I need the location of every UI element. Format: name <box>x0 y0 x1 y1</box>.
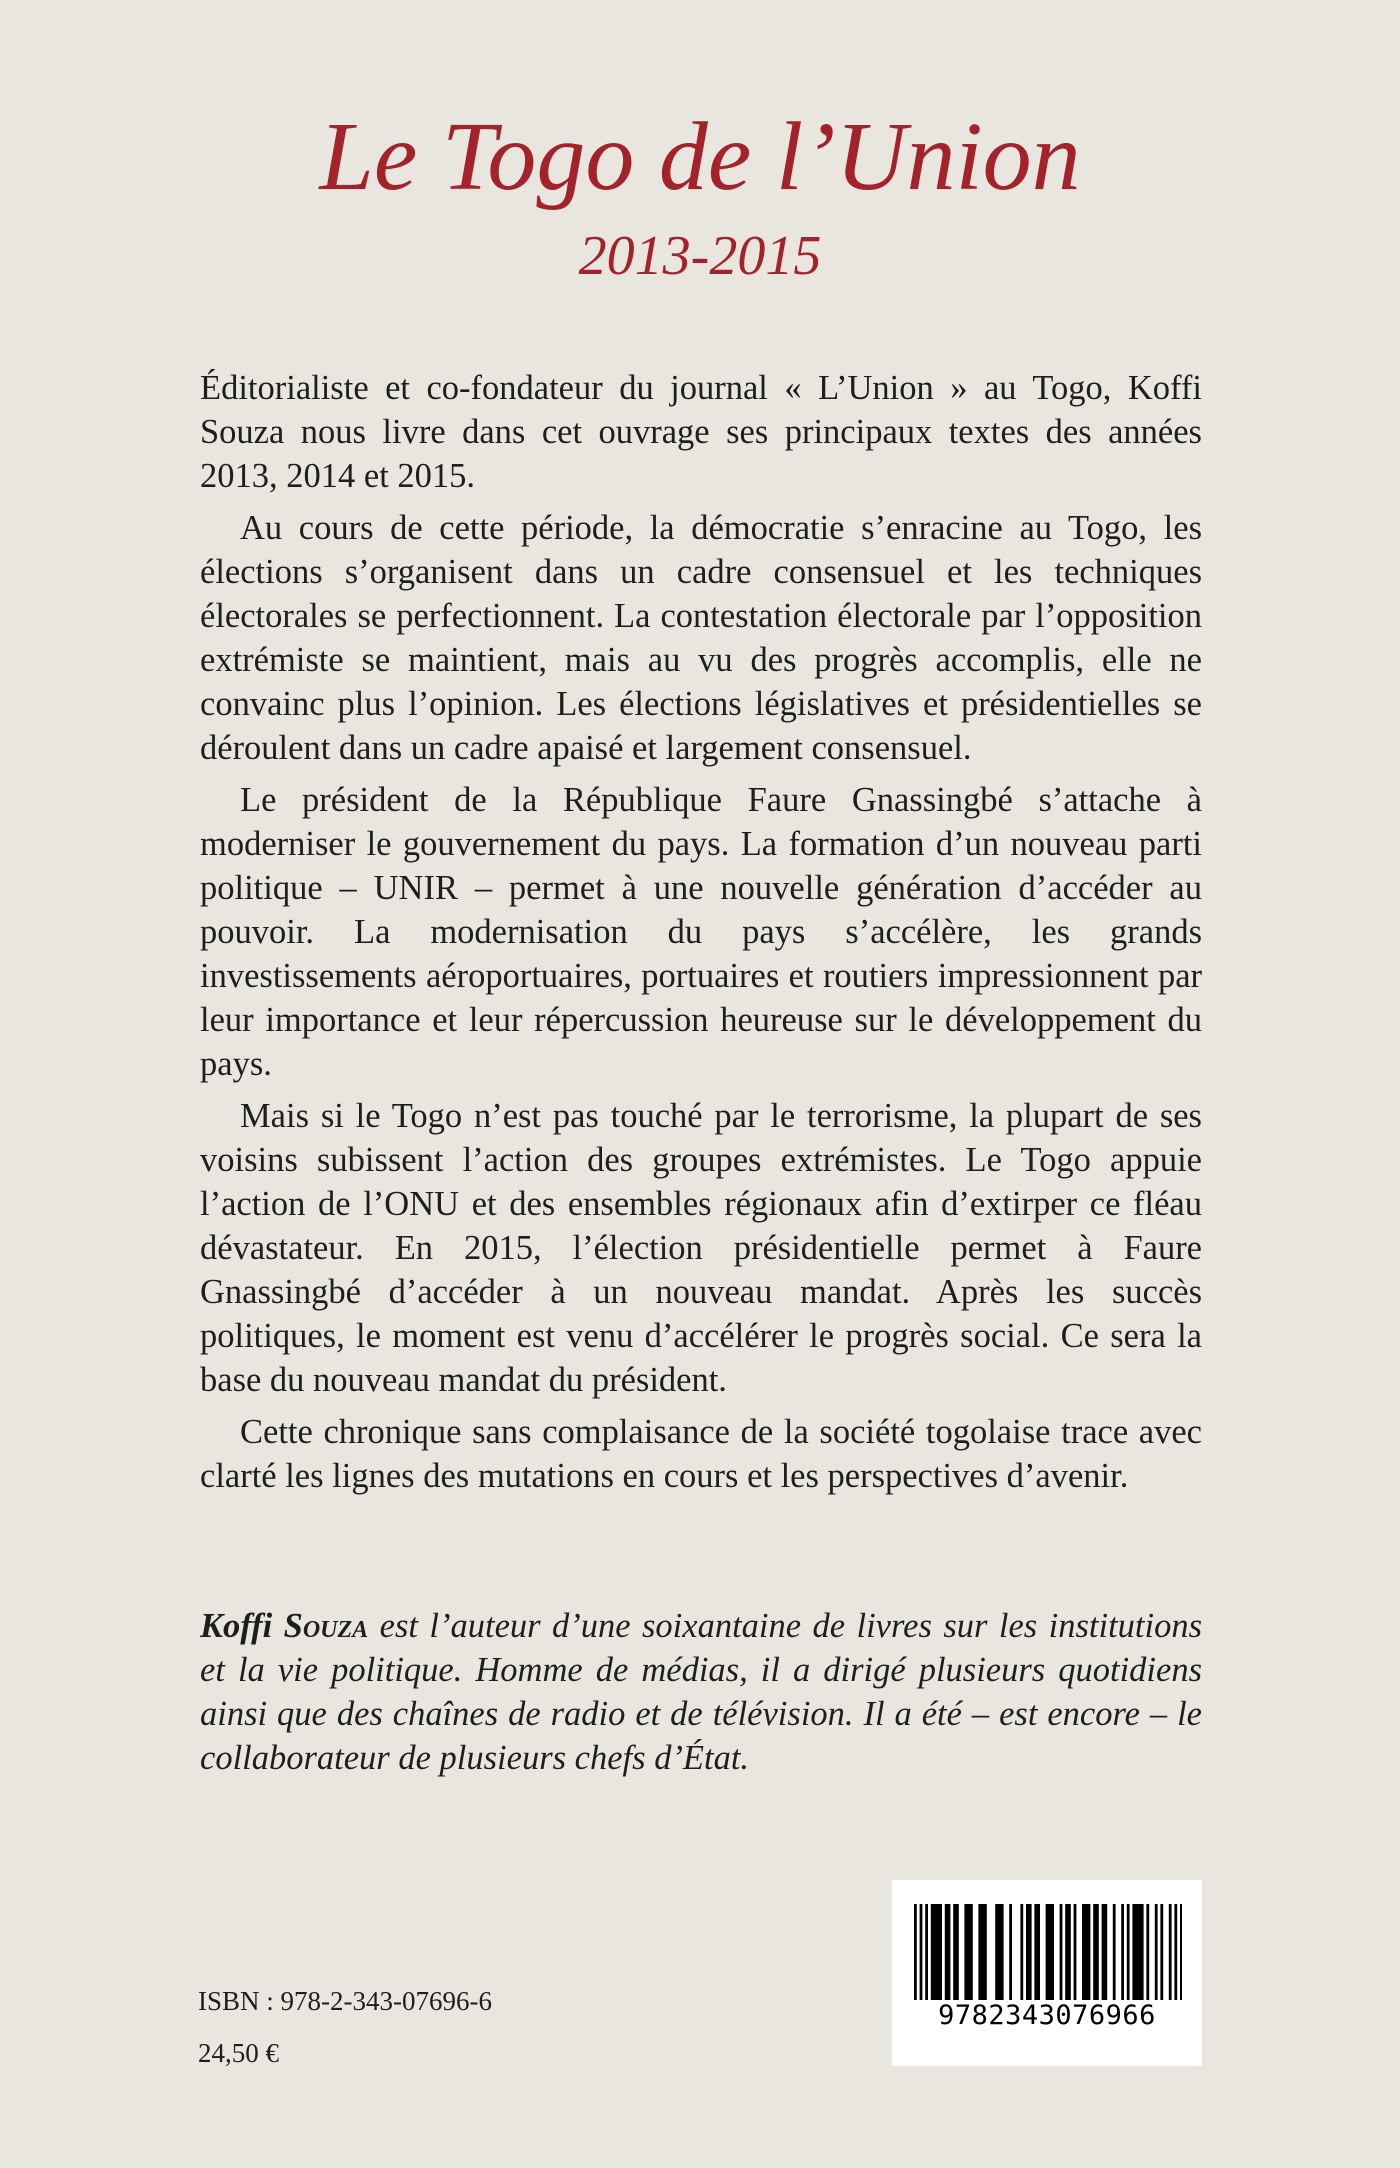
barcode-bar <box>1127 1904 1130 2000</box>
barcode-bar <box>1093 1904 1099 2000</box>
barcode-bar <box>1009 1904 1012 2000</box>
barcode-bar <box>1060 1904 1063 2000</box>
paragraph-conclusion: Cette chronique sans complaisance de la société togolaise trace avec clarté les lignes des mutations en cours et les perspectives d’avenir. <box>200 1413 1202 1495</box>
barcode-bar <box>925 1904 928 2000</box>
barcode-bar <box>1169 1904 1172 2000</box>
barcode-bar <box>920 1904 923 2000</box>
book-subtitle-years: 2013-2015 <box>578 225 822 287</box>
barcode-bar <box>1132 1904 1143 2000</box>
price: 24,50 € <box>198 2038 279 2068</box>
author-bio-text: est l’auteur d’une soixantaine de livres sur les institutions et la vie politique. Homme de médias, il a dirigé plusieurs quotidiens ainsi que des chaînes de radio et de télévision. Il a été – est encore – le collaborateur de plusieurs chefs d’État. <box>200 1607 1203 1777</box>
author-bio <box>200 1604 1202 1780</box>
barcode-bar <box>1174 1904 1177 2000</box>
barcode-bar <box>964 1904 972 2000</box>
barcode-bar <box>914 1904 917 2000</box>
paragraph-intro: Éditorialiste et co-fondateur du journal « L’Union » au Togo, Koffi Souza nous livre dans cet ouvrage ses principaux textes des années 2013, 2014 et 2015. <box>200 369 1202 495</box>
isbn: ISBN : 978-2-343-07696-6 <box>198 1986 492 2016</box>
barcode-bar <box>1046 1904 1054 2000</box>
barcode <box>892 1880 1202 2066</box>
barcode-bar <box>1146 1904 1149 2000</box>
book-title: Le Togo de l’Union <box>319 103 1081 211</box>
barcode-bar <box>1074 1904 1077 2000</box>
back-cover-description <box>200 366 1202 1506</box>
barcode-bar <box>1160 1904 1163 2000</box>
paragraph-modernisation: Le président de la République Faure Gnassingbé s’attache à moderniser le gouvernement du pays. La formation d’un nouveau parti politique – UNIR – permet à une nouvelle génération d’accéder au pouvoir. La modernisation du pays s’accélère, les grands investissements aéroportuaires, portuaires et routiers impressionnent par leur importance et leur répercussion heureuse sur le développement du pays. <box>200 781 1202 1083</box>
barcode-digits: 9782343076966 <box>938 2000 1156 2031</box>
barcode-bar <box>1026 1904 1032 2000</box>
barcode-bar <box>1065 1904 1071 2000</box>
barcode-bar <box>1034 1904 1040 2000</box>
author-last-name: Souza <box>283 1607 369 1645</box>
barcode-bar <box>945 1904 951 2000</box>
barcode-bar <box>1102 1904 1108 2000</box>
barcode-bar <box>931 1904 942 2000</box>
barcode-bar <box>995 1904 1003 2000</box>
barcode-bar <box>978 1904 986 2000</box>
paragraph-democracy: Au cours de cette période, la démocratie s’enracine au Togo, les élections s’organisent dans un cadre consensuel et les techniques électorales se perfectionnent. La contestation électorale par l’opposition extrémiste se maintient, mais au vu des progrès accomplis, elle ne convainc plus l’opinion. Les élections législatives et présidentielles se déroulent dans un cadre apaisé et largement consensuel. <box>200 509 1202 767</box>
paragraph-terrorism: Mais si le Togo n’est pas touché par le terrorisme, la plupart de ses voisins subissent l’action des groupes extrémistes. Le Togo appuie l’action de l’ONU et des ensembles régionaux afin d’extirper ce fléau dévastateur. En 2015, l’élection présidentielle permet à Faure Gnassingbé d’accéder à un nouveau mandat. Après les succès politiques, le moment est venu d’accélérer le progrès social. Ce sera la base du nouveau mandat du président. <box>200 1097 1202 1399</box>
barcode-bar <box>1121 1904 1124 2000</box>
barcode-bar <box>1082 1904 1090 2000</box>
barcode-bars <box>912 1904 1182 2000</box>
barcode-bar <box>1113 1904 1116 2000</box>
barcode-bar <box>953 1904 959 2000</box>
author-first-name: Koffi <box>200 1607 273 1645</box>
barcode-bar <box>1020 1904 1023 2000</box>
barcode-bar <box>1155 1904 1158 2000</box>
barcode-bar <box>1180 1904 1182 2000</box>
